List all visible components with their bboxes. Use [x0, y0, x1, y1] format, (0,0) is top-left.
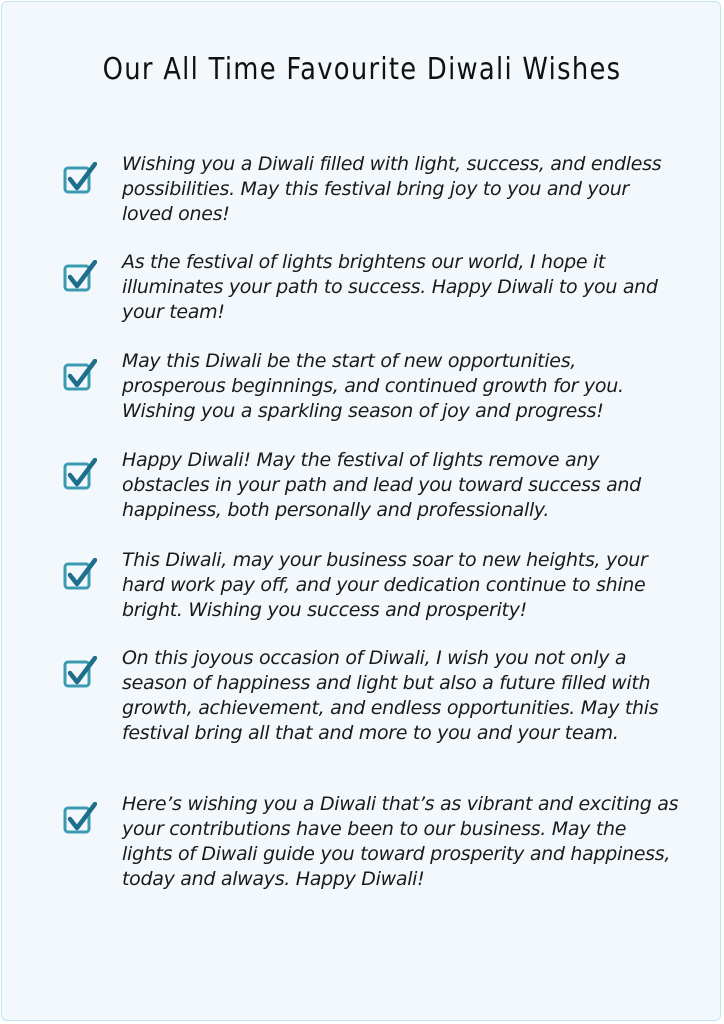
wish-text: Wishing you a Diwali filled with light, success, and endless possibilities. May this festival bring joy to you and your loved ones!	[122, 153, 662, 225]
wish-text: Here’s wishing you a Diwali that’s as vibrant and exciting as your contributions have been to our business. May the lights of Diwali guide you toward prosperity and happiness, today and always. Happy Diwali!	[122, 793, 679, 890]
checkbox-checked-icon	[63, 458, 97, 492]
page-title: Our All Time Favourite Diwali Wishes	[102, 52, 622, 88]
wish-text: On this joyous occasion of Diwali, I wish you not only a season of happiness and light but also a future filled with growth, achievement, and endless opportunities. May this festival bring all that and more to you and your team.	[122, 647, 659, 744]
checkbox-checked-icon	[63, 802, 97, 836]
wish-text: May this Diwali be the start of new opportunities, prosperous beginnings, and continued growth for you. Wishing you a sparkling season of joy and progress!	[122, 350, 624, 422]
wish-text: Happy Diwali! May the festival of lights remove any obstacles in your path and lead you toward success and happiness, both personally and professionally.	[122, 449, 641, 521]
checkbox-checked-icon	[63, 260, 97, 294]
wish-text: This Diwali, may your business soar to new heights, your hard work pay off, and your dedication continue to shine bright. Wishing you success and prosperity!	[122, 549, 648, 621]
checkbox-checked-icon	[63, 162, 97, 196]
wish-text: As the festival of lights brightens our world, I hope it illuminates your path to success. Happy Diwali to you and your team!	[122, 251, 658, 323]
checkbox-checked-icon	[63, 656, 97, 690]
checkbox-checked-icon	[63, 558, 97, 592]
checkbox-checked-icon	[63, 359, 97, 393]
